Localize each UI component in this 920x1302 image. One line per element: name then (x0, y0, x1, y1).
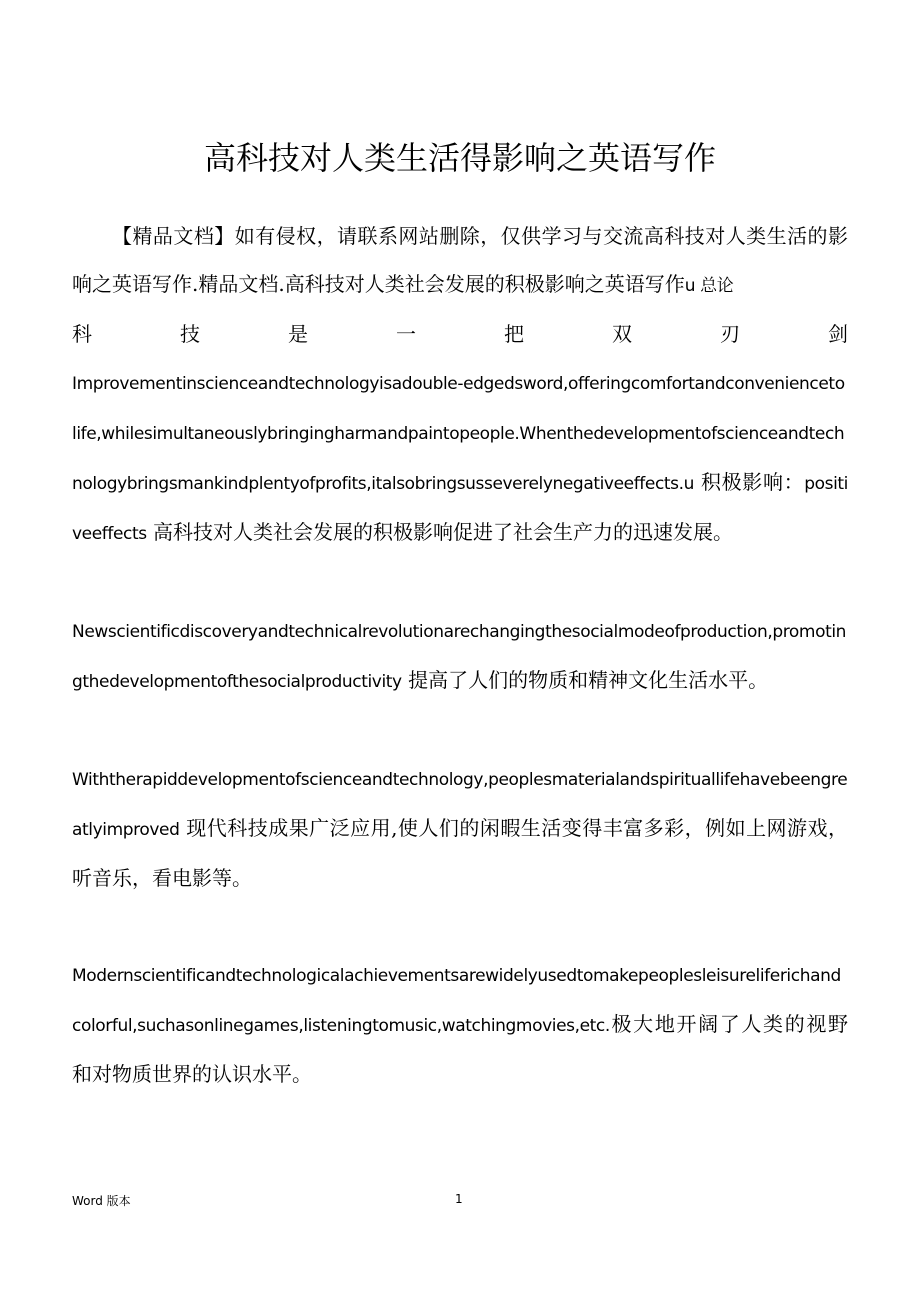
paragraph-2 (72, 754, 848, 902)
intro-cn-tail-2: 高科技对人类社会发展的积极影响促进了社会生产力的迅速发展。 (146, 520, 734, 544)
paragraph-1 (72, 606, 848, 706)
spread-char: 技 (180, 322, 200, 346)
spread-heading-line (72, 310, 848, 358)
document-title: 高科技对人类生活得影响之英语写作 (203, 139, 716, 177)
document-body (72, 212, 848, 1098)
intro-paragraph (72, 212, 848, 310)
spread-char: 把 (504, 322, 524, 346)
paragraph-3-cn: 极大地开阔了人类的视野和对物质世界的认识水平。 (72, 1012, 848, 1086)
spread-char: 双 (612, 322, 632, 346)
spread-char: 一 (396, 322, 416, 346)
footer-label: Word 版本 (72, 1194, 131, 1208)
intro-latin-text: Improvementinscienceandtechnologyisadouble-edgedsword,offeringcomfortandconveniencetolife,whilesimultaneouslybringingharmandpaintopeople.Whenthedevelopmentofscienceandtechnologybringsmankindplentyofprofits,italsobringsusseverelynegativeeffects.u (72, 374, 845, 494)
paragraph-gap (72, 902, 848, 950)
paragraph-gap (72, 558, 848, 606)
intro-latin-tail: positiveeffects (72, 474, 848, 544)
paragraph-2-cn: 现代科技成果广泛应用,使人们的闲暇生活变得丰富多彩，例如上网游戏，听音乐，看电影等。 (72, 816, 848, 890)
paragraph-2-latin: Withtherapiddevelopmentofscienceandtechnology,peoplesmaterialandspirituallifehavebeengreatlyimproved (72, 770, 848, 840)
spread-char: 是 (288, 322, 308, 346)
spread-char: 剑 (828, 322, 848, 346)
paragraph-gap (72, 706, 848, 754)
footer-page-number: 1 (455, 1192, 463, 1206)
intro-latin-paragraph (72, 358, 848, 558)
intro-bullet-text: u 总论 (684, 276, 734, 296)
spread-char: 科 (72, 322, 92, 346)
paragraph-1-latin: Newscientificdiscoveryandtechnicalrevolutionarechangingthesocialmodeofproduction,promotingthedevelopmentofthesocialproductivity (72, 622, 847, 692)
intro-cn-tail: 积极影响： (694, 470, 805, 494)
paragraph-3-latin: Modernscientificandtechnologicalachievementsarewidelyusedtomakepeoplesleisureliferichandcolorful,suchasonlinegames,listeningtomusic,watchingmovies,etc. (72, 966, 841, 1036)
paragraph-3 (72, 950, 848, 1098)
intro-text: 【精品文档】如有侵权，请联系网站删除，仅供学习与交流高科技对人类生活的影响之英语写作.精品文档.高科技对人类社会发展的积极影响之英语写作 (72, 224, 848, 296)
paragraph-1-cn: 提高了人们的物质和精神文化生活水平。 (401, 668, 769, 692)
spread-char: 刃 (720, 322, 740, 346)
